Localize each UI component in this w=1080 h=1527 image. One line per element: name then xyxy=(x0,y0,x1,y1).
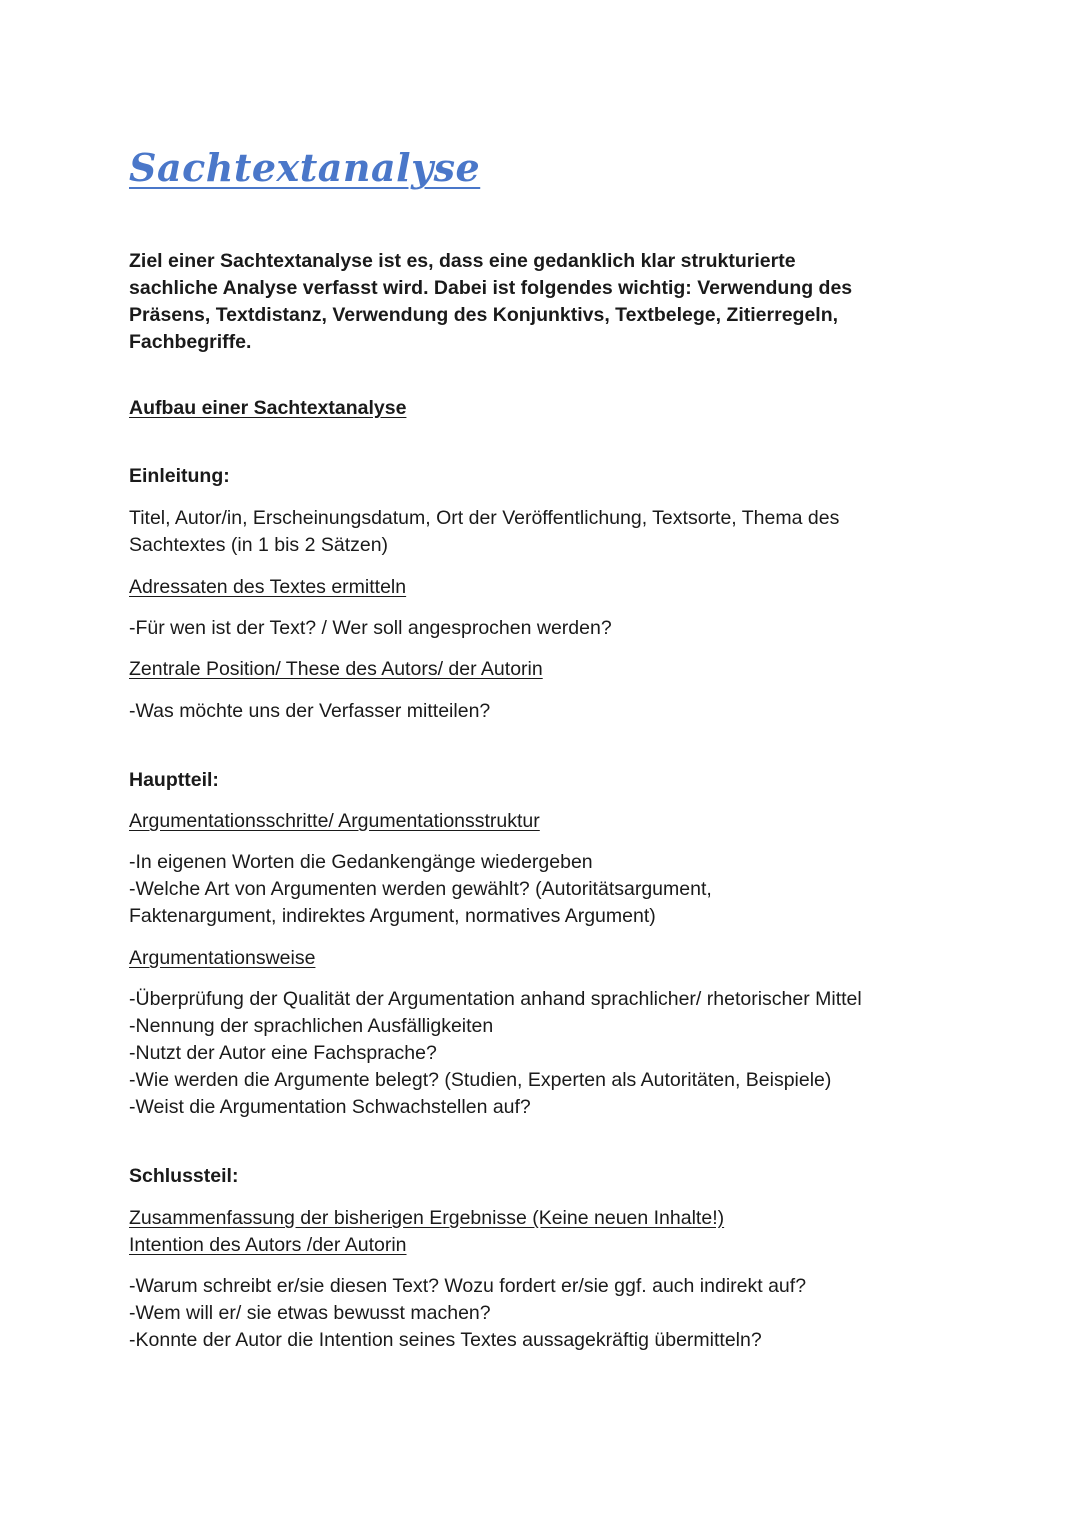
text-line: -Überprüfung der Qualität der Argumentation anhand sprachlicher/ rhetorischer Mittel xyxy=(129,988,862,1010)
text-line: -In eigenen Worten die Gedankengänge wiedergeben xyxy=(129,851,593,873)
einleitung-heading: Einleitung: xyxy=(129,465,230,487)
text-line: Faktenargument, indirektes Argument, normatives Argument) xyxy=(129,905,656,927)
hauptteil-weise-lines xyxy=(129,986,862,1121)
text-line: -Weist die Argumentation Schwachstellen auf? xyxy=(129,1096,531,1118)
einleitung-question-2: -Was möchte uns der Verfasser mitteilen? xyxy=(129,700,491,722)
hauptteil-heading: Hauptteil: xyxy=(129,769,219,791)
schlussteil-heading: Schlussteil: xyxy=(129,1165,239,1187)
einleitung-text xyxy=(129,505,839,559)
intro-line: Ziel einer Sachtextanalyse ist es, dass eine gedanklich klar strukturierte xyxy=(129,250,796,272)
schlussteil-subheading-zusammenfassung: Zusammenfassung der bisherigen Ergebnisse (Keine neuen Inhalte!) xyxy=(129,1207,725,1229)
einleitung-question-1: -Für wen ist der Text? / Wer soll angesprochen werden? xyxy=(129,617,612,639)
intro-paragraph xyxy=(129,248,959,356)
einleitung-subheading-these: Zentrale Position/ These des Autors/ der Autorin xyxy=(129,658,543,680)
schlussteil-subheadings xyxy=(129,1205,724,1259)
intro-line: sachliche Analyse verfasst wird. Dabei ist folgendes wichtig: Verwendung des xyxy=(129,277,853,299)
hauptteil-subheading-struktur: Argumentationsschritte/ Argumentationsstruktur xyxy=(129,810,540,832)
hauptteil-struktur-lines xyxy=(129,849,712,930)
text-line: -Wie werden die Argumente belegt? (Studien, Experten als Autoritäten, Beispiele) xyxy=(129,1069,832,1091)
hauptteil-subheading-weise: Argumentationsweise xyxy=(129,947,316,969)
page-title: Sachtextanalyse xyxy=(129,145,481,190)
intro-line: Fachbegriffe. xyxy=(129,331,252,353)
structure-heading: Aufbau einer Sachtextanalyse xyxy=(129,397,407,419)
text-line: -Nutzt der Autor eine Fachsprache? xyxy=(129,1042,437,1064)
text-line: -Nennung der sprachlichen Ausfälligkeiten xyxy=(129,1015,494,1037)
schlussteil-subheading-intention: Intention des Autors /der Autorin xyxy=(129,1234,407,1256)
einleitung-subheading-adressaten: Adressaten des Textes ermitteln xyxy=(129,576,407,598)
text-line: -Warum schreibt er/sie diesen Text? Wozu fordert er/sie ggf. auch indirekt auf? xyxy=(129,1275,807,1297)
text-line: -Welche Art von Argumenten werden gewählt? (Autoritätsargument, xyxy=(129,878,712,900)
text-line: Titel, Autor/in, Erscheinungsdatum, Ort der Veröffentlichung, Textsorte, Thema des xyxy=(129,507,840,529)
text-line: -Wem will er/ sie etwas bewusst machen? xyxy=(129,1302,491,1324)
schlussteil-lines xyxy=(129,1273,806,1354)
text-line: Sachtextes (in 1 bis 2 Sätzen) xyxy=(129,534,389,556)
intro-line: Präsens, Textdistanz, Verwendung des Konjunktivs, Textbelege, Zitierregeln, xyxy=(129,304,839,326)
text-line: -Konnte der Autor die Intention seines Textes aussagekräftig übermitteln? xyxy=(129,1329,762,1351)
